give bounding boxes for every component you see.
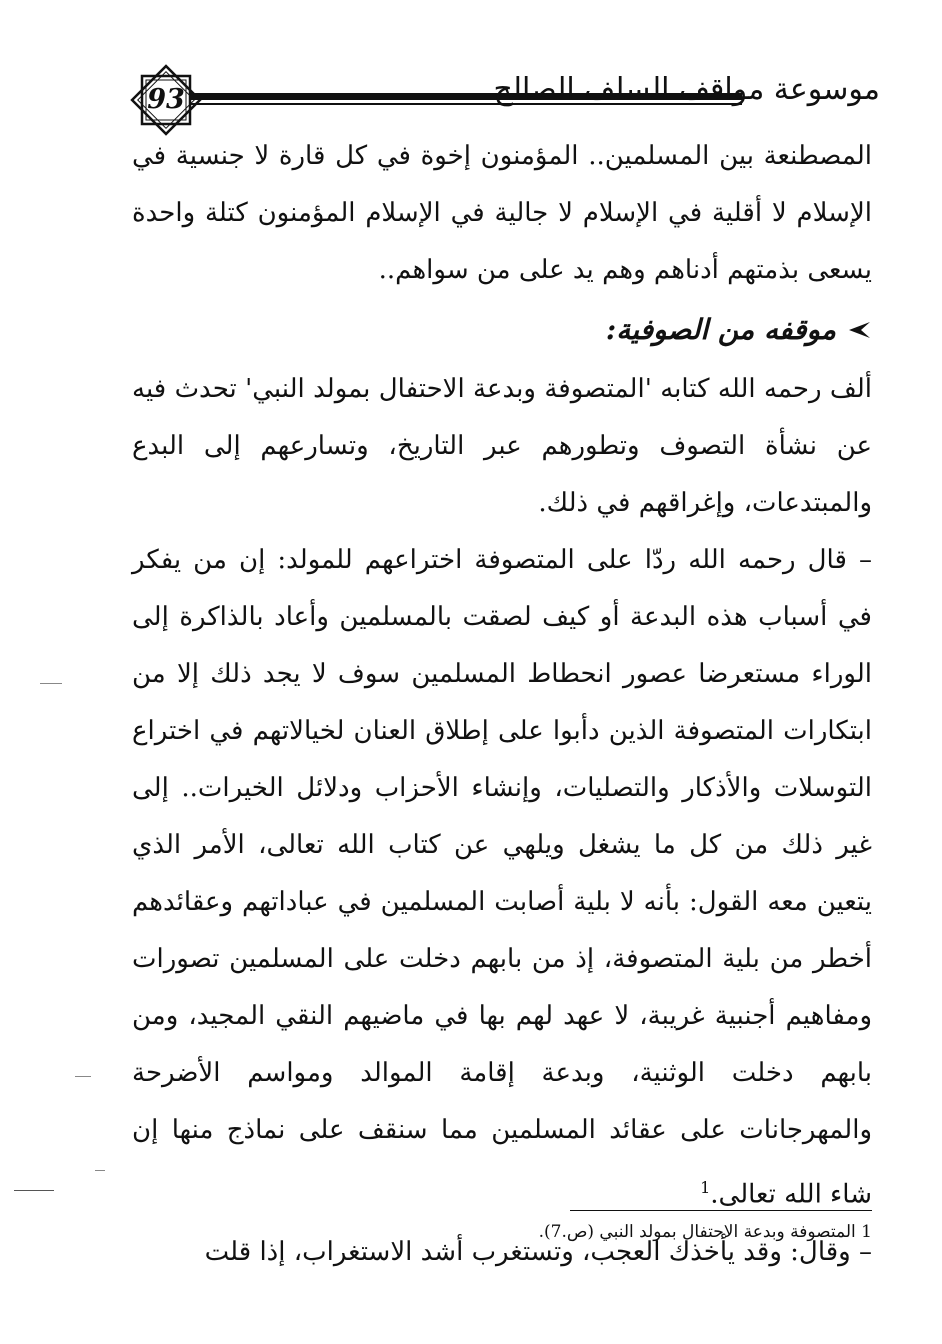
footnote-reference: 1 <box>700 1178 711 1197</box>
paragraph-quote-mawlid <box>132 532 872 1224</box>
section-heading <box>132 299 872 361</box>
paragraph-quote-mawlid-text: – قال رحمه الله ردّا على المتصوفة اختراعهم للمولد: إن من يفكر في أسباب هذه البدعة أو كيف لصقت بالمسلمين وأعاد بالذاكرة إلى الوراء مستعرضا عصور انحطاط المسلمين سوف لا يجد ذلك إلا من ابتكارات المتصوفة الذين دأبوا على إطلاق العنان لخيالاتهم في اختراع التوسلات والأذكار والتصليات، وإنشاء الأحزاب ودلائل الخيرات.. إلى غير ذلك من كل ما يشغل ويلهي عن كتاب الله تعالى، الأمر الذي يتعين معه القول: بأنه لا بلية أصابت المسلمين في عباداتهم وعقائدهم أخطر من بلية المتصوفة، إذ من بابهم دخلت على المسلمين تصورات ومفاهيم أجنبية غريبة، لا عهد لهم بها في ماضيهم النقي المجيد، ومن بابهم دخلت الوثنية، وبدعة إقامة الموالد ومواسم الأضرحة والمهرجانات على عقائد المسلمين مما سنقف على نماذج منها إن شاء الله تعالى. <box>132 545 872 1210</box>
page-number: 93 <box>147 84 185 115</box>
scan-margin-mark <box>40 683 62 684</box>
section-heading-text: موقفه من الصوفية: <box>605 313 836 346</box>
footnote-separator <box>570 1210 872 1211</box>
footnote-text: المتصوفة وبدعة الاحتفال بمولد النبي (ص.7). <box>538 1222 856 1242</box>
intro-paragraph: المصطنعة بين المسلمين.. المؤمنون إخوة في كل قارة لا جنسية في الإسلام لا أقلية في الإسلام لا جالية في الإسلام المؤمنون كتلة واحدة يسعى بذمتهم أدناهم وهم يد على من سواهم.. <box>132 141 872 285</box>
scan-margin-mark <box>95 1170 105 1171</box>
paragraph-book-intro: ألف رحمه الله كتابه 'المتصوفة وبدعة الاحتفال بمولد النبي' تحدث فيه عن نشأة التصوف وتطورهم عبر التاريخ، وتسارعهم إلى البدع والمبتدعات، وإغراقهم في ذلك. <box>132 374 872 518</box>
page-body <box>132 128 872 1281</box>
footnote-number: 1 <box>861 1222 872 1242</box>
page-header <box>128 62 880 138</box>
paragraph-quote-continued: – وقال: وقد يأخذك العجب، وتستغرب أشد الاستغراب، إذا قلت <box>204 1236 872 1267</box>
series-title: موسوعة مواقف السلف الصالح <box>493 72 880 107</box>
scan-margin-mark <box>75 1076 91 1077</box>
scan-margin-mark <box>14 1190 54 1191</box>
footnote <box>360 1222 872 1242</box>
arrowhead-left-icon <box>846 317 872 343</box>
